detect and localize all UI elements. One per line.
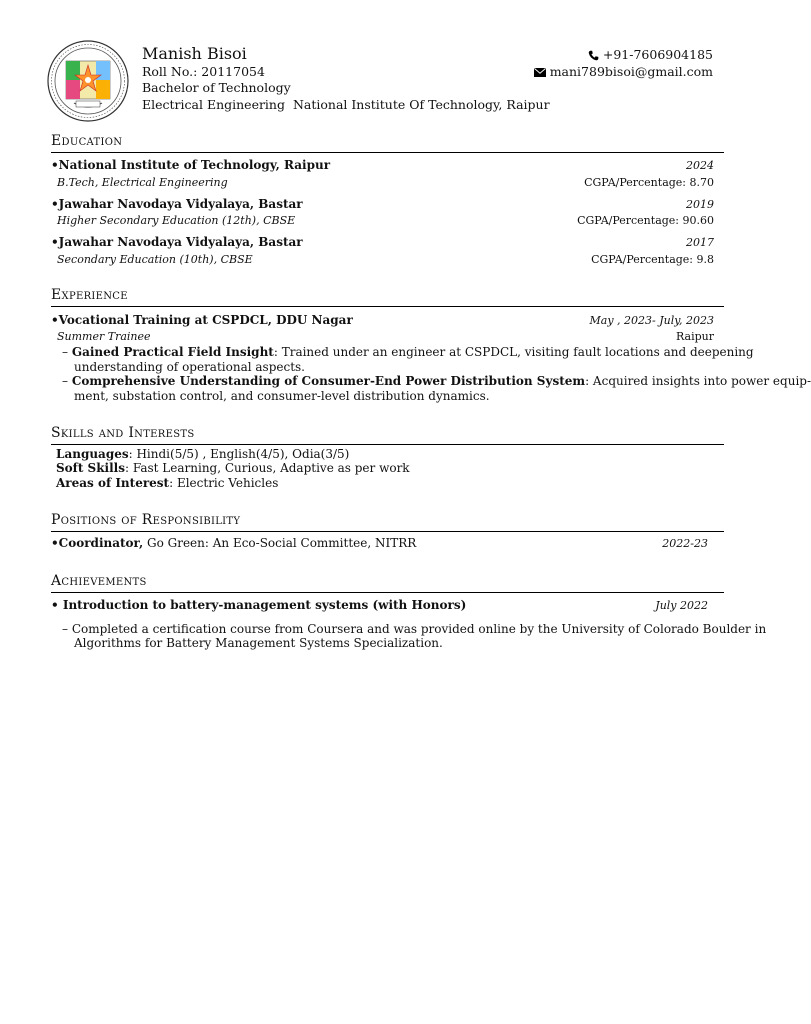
institute-logo-icon: [46, 39, 130, 123]
edu-score-1: CGPA/Percentage: 8.70: [584, 176, 714, 189]
roll-number: Roll No.: 20117054: [142, 64, 265, 79]
experience-point-2-cont: ment, substation control, and consumer-level distribution dynamics.: [74, 389, 490, 403]
dash-marker: –: [62, 374, 68, 388]
experience-location: Raipur: [676, 330, 714, 343]
experience-point-1-cont: understanding of operational aspects.: [74, 360, 305, 374]
header-affiliation: [142, 97, 550, 112]
candidate-name: Manish Bisoi: [142, 44, 247, 63]
skill-row-interests: [56, 476, 278, 490]
achievement-detail-cont: Algorithms for Battery Management Systems Specialization.: [74, 636, 443, 650]
phone-icon: [588, 50, 599, 61]
skill-label: Areas of Interest: [56, 476, 170, 490]
department: Electrical Engineering: [142, 97, 285, 112]
experience-org: •Vocational Training at CSPDCL, DDU Nagar: [51, 313, 353, 327]
edu-score-2: CGPA/Percentage: 90.60: [577, 214, 714, 227]
achievement-date: July 2022: [655, 599, 708, 612]
edu-school-3: •Jawahar Navodaya Vidyalaya, Bastar: [51, 235, 303, 249]
skill-row-languages: [56, 447, 349, 461]
skill-label: Languages: [56, 447, 129, 461]
phone-number: +91-7606904185: [602, 47, 713, 62]
achievement-text: Completed a certification course from Coursera and was provided online by the University of Colorado Boulder in: [71, 622, 767, 636]
edu-program-1: B.Tech, Electrical Engineering: [57, 176, 228, 189]
edu-school-2: •Jawahar Navodaya Vidyalaya, Bastar: [51, 197, 303, 211]
skill-value: : Electric Vehicles: [169, 476, 279, 490]
edu-program-3: Secondary Education (10th), CBSE: [57, 253, 253, 266]
experience-point-1: [62, 345, 754, 360]
skill-value: : Hindi(5/5) , English(4/5), Odia(3/5): [128, 447, 350, 461]
achievements-heading: Achievements: [51, 573, 147, 589]
edu-year-3: 2017: [686, 236, 714, 249]
section-divider: [51, 444, 724, 445]
skill-value: : Fast Learning, Curious, Adaptive as per work: [124, 461, 410, 475]
email-address: mani789bisoi@gmail.com: [549, 64, 713, 79]
experience-dates: May , 2023- July, 2023: [589, 314, 714, 327]
experience-heading: Experience: [51, 287, 128, 303]
edu-year-2: 2019: [686, 198, 714, 211]
position-entry: [51, 536, 416, 550]
experience-point-2: [62, 374, 811, 389]
dash-marker: –: [62, 622, 68, 636]
point-heading: Comprehensive Understanding of Consumer-End Power Distribution System: [71, 374, 586, 388]
edu-program-2: Higher Secondary Education (12th), CBSE: [57, 214, 296, 227]
skill-row-soft-skills: [56, 461, 410, 475]
email-contact[interactable]: [534, 64, 713, 79]
degree: Bachelor of Technology: [142, 80, 291, 95]
section-divider: [51, 592, 724, 593]
skills-heading: Skills and Interests: [51, 425, 195, 441]
position-description: Go Green: An Eco-Social Committee, NITRR: [143, 536, 417, 550]
envelope-icon: [534, 68, 546, 77]
section-divider: [51, 531, 724, 532]
position-role: •Coordinator,: [51, 536, 144, 550]
edu-year-1: 2024: [686, 159, 714, 172]
dash-marker: –: [62, 345, 68, 359]
positions-heading: Positions of Responsibility: [51, 512, 241, 528]
phone-contact[interactable]: [588, 47, 713, 62]
experience-role: Summer Trainee: [57, 330, 151, 343]
education-heading: Education: [51, 133, 123, 149]
achievement-title: • Introduction to battery-management systems (with Honors): [51, 598, 467, 612]
achievement-detail: [62, 622, 766, 637]
point-heading: Gained Practical Field Insight: [71, 345, 274, 359]
institute: National Institute Of Technology, Raipur: [292, 97, 550, 112]
skill-label: Soft Skills: [56, 461, 125, 475]
point-text: : Trained under an engineer at CSPDCL, visiting fault locations and deepening: [273, 345, 754, 359]
edu-score-3: CGPA/Percentage: 9.8: [591, 253, 714, 266]
section-divider: [51, 152, 724, 153]
point-text: : Acquired insights into power equip-: [585, 374, 811, 388]
edu-school-1: •National Institute of Technology, Raipur: [51, 158, 331, 172]
section-divider: [51, 306, 724, 307]
position-years: 2022-23: [662, 537, 708, 550]
